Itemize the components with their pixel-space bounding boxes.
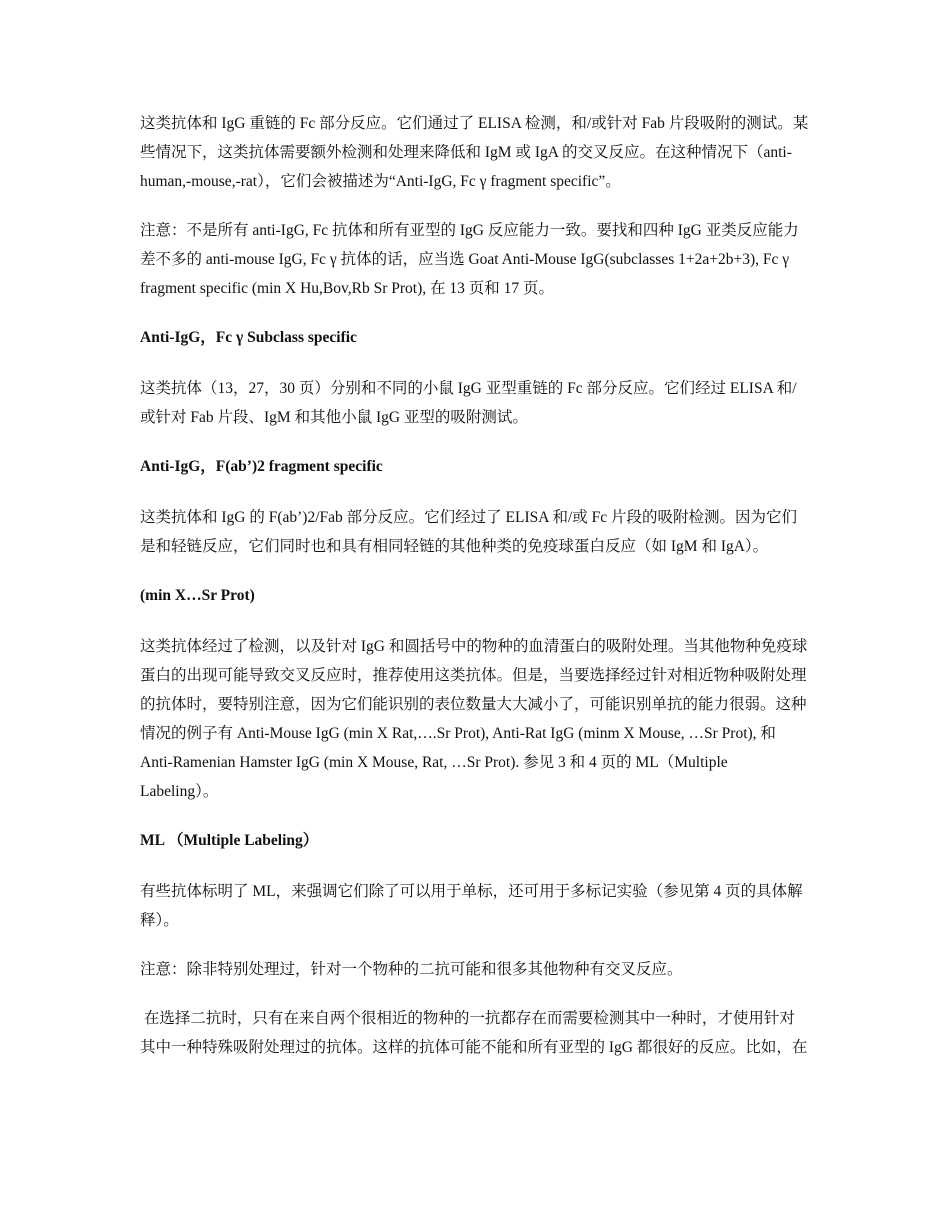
paragraph-note-subclasses <box>140 216 810 303</box>
paragraph-cross-reactivity-note <box>140 955 810 984</box>
text-line: 些情况下，这类抗体需要额外检测和处理来降低和 IgM 或 IgA 的交叉反应。在这种情况下（anti- <box>140 144 792 161</box>
paragraph-fc-specific <box>140 109 810 196</box>
text-line: 有些抗体标明了 ML，来强调它们除了可以用于单标，还可用于多标记实验（参见第 4 页的具体解 <box>140 883 803 900</box>
paragraph-subclass-specific <box>140 374 810 432</box>
paragraph-min-x-sr-prot <box>140 632 810 806</box>
paragraph-multiple-labeling <box>140 877 810 935</box>
text-line: 这类抗体（13，27，30 页）分别和不同的小鼠 IgG 亚型重链的 Fc 部分反应。它们经过 ELISA 和/ <box>140 380 797 397</box>
text-line: 情况的例子有 Anti-Mouse IgG (min X Rat,….Sr Prot), Anti-Rat IgG (minm X Mouse, …Sr Prot), 和 <box>140 725 776 742</box>
heading-fab-fragment-specific: Anti-IgG，F(ab’)2 fragment specific <box>140 458 383 475</box>
text-line: 其中一种特殊吸附处理过的抗体。这样的抗体可能不能和所有亚型的 IgG 都很好的反应。比如，在 <box>140 1039 808 1056</box>
text-line: 差不多的 anti-mouse IgG, Fc γ 抗体的话，应当选 Goat Anti-Mouse IgG(subclasses 1+2a+2b+3), Fc γ <box>140 251 790 268</box>
text-line: human,-mouse,-rat），它们会被描述为“Anti-IgG, Fc γ fragment specific”。 <box>140 173 621 190</box>
text-line: 这类抗体和 IgG 重链的 Fc 部分反应。它们通过了 ELISA 检测，和/或针对 Fab 片段吸附的测试。某 <box>140 115 809 132</box>
text-line: fragment specific (min X Hu,Bov,Rb Sr Prot), 在 13 页和 17 页。 <box>140 280 555 297</box>
text-line: 注意：除非特别处理过，针对一个物种的二抗可能和很多其他物种有交叉反应。 <box>140 961 683 978</box>
text-line: Anti-Ramenian Hamster IgG (min X Mouse, Rat, …Sr Prot). 参见 3 和 4 页的 ML（Multiple <box>140 754 728 771</box>
text-line: Labeling）。 <box>140 783 219 800</box>
heading-subclass-specific: Anti-IgG，Fc γ Subclass specific <box>140 329 357 346</box>
text-line: 是和轻链反应，它们同时也和具有相同轻链的其他种类的免疫球蛋白反应（如 IgM 和 IgA）。 <box>140 538 769 555</box>
heading-multiple-labeling: ML （Multiple Labeling） <box>140 832 319 849</box>
text-line: 在选择二抗时，只有在来自两个很相近的物种的一抗都存在而需要检测其中一种时，才使用针对 <box>140 1010 795 1027</box>
text-line: 的抗体时，要特别注意，因为它们能识别的表位数量大大减小了，可能识别单抗的能力很弱。这种 <box>140 696 807 713</box>
text-line: 蛋白的出现可能导致交叉反应时，推荐使用这类抗体。但是，当要选择经过针对相近物种吸附处理 <box>140 667 807 684</box>
text-line: 注意：不是所有 anti-IgG, Fc 抗体和所有亚型的 IgG 反应能力一致。要找和四种 IgG 亚类反应能力 <box>140 222 799 239</box>
paragraph-secondary-selection <box>140 1004 810 1062</box>
text-line: 这类抗体和 IgG 的 F(ab’)2/Fab 部分反应。它们经过了 ELISA 和/或 Fc 片段的吸附检测。因为它们 <box>140 509 798 526</box>
paragraph-fab-fragment-specific <box>140 503 810 561</box>
heading-min-x-sr-prot: (min X…Sr Prot) <box>140 587 255 604</box>
text-line: 或针对 Fab 片段、IgM 和其他小鼠 IgG 亚型的吸附测试。 <box>140 409 528 426</box>
text-line: 这类抗体经过了检测，以及针对 IgG 和圆括号中的物种的血清蛋白的吸附处理。当其他物种免疫球 <box>140 638 808 655</box>
text-line: 释）。 <box>140 912 179 929</box>
